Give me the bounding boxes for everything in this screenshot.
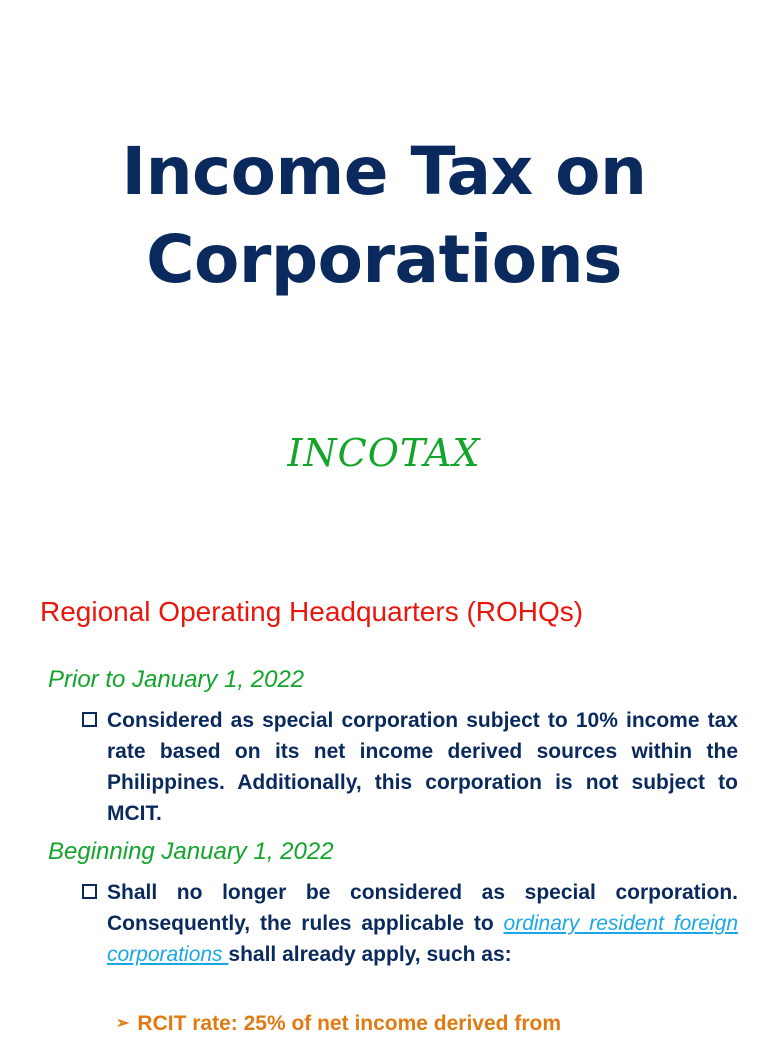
bullet-text-before: Shall no longer be considered as special corporation. Consequently, the rules applicable to xyxy=(107,881,738,935)
checkbox-bullet-icon xyxy=(82,884,97,899)
section-heading: Regional Operating Headquarters (ROHQs) xyxy=(40,596,584,627)
period-label-beginning: Beginning January 1, 2022 xyxy=(48,838,334,865)
ordinary-resident-foreign-corporations-link[interactable]: ordinary resident foreign corporations xyxy=(107,912,738,966)
checkbox-bullet-icon xyxy=(82,712,97,727)
period-label-prior: Prior to January 1, 2022 xyxy=(48,666,305,693)
arrow-bullet-icon: ➢ xyxy=(116,1015,130,1032)
bullet-text: Considered as special corporation subject to 10% income tax rate based on its net income derived sources within the Philippines. Additionally, this corporation is not subject to MCIT. xyxy=(107,709,738,825)
title-line-1: Income Tax on xyxy=(121,133,647,210)
bullet-item-beginning xyxy=(82,877,738,970)
page-title xyxy=(0,128,768,304)
subtitle: INCOTAX xyxy=(287,431,481,475)
title-line-2: Corporations xyxy=(146,221,622,298)
sub-bullet-label: RCIT rate: 25% of net income derived from xyxy=(137,1012,561,1035)
bullet-text xyxy=(107,877,738,970)
bullet-item-prior xyxy=(82,705,738,829)
bullet-text-after: shall already apply, such as: xyxy=(228,943,512,966)
